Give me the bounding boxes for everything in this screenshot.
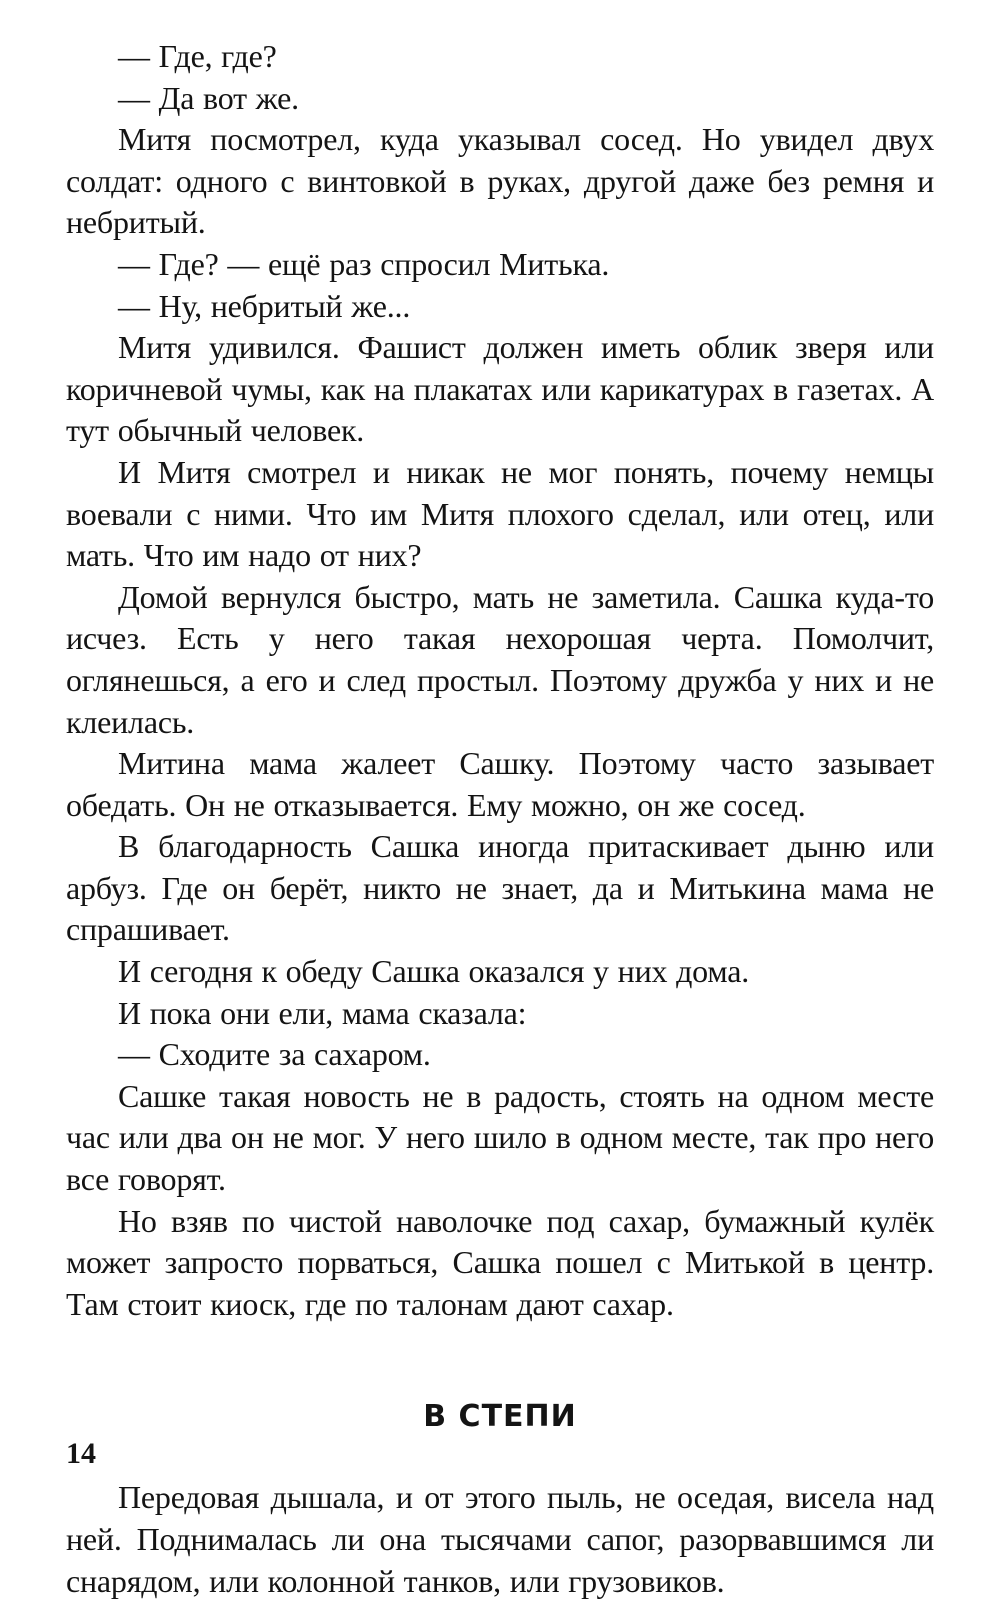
book-page [66,36,934,1602]
paragraph: — Сходите за сахаром. [118,1036,431,1073]
paragraph: — Где? — ещё раз спросил Митька. [118,245,610,282]
paragraph: Но взяв по чистой наволочке под сахар, бумажный кулёк может запросто порваться, Сашка пошел с Митькой в центр. Там стоит киоск, где по талонам дают сахар. [66,1202,934,1322]
paragraph: Сашке такая новость не в радость, стоять на одном месте час или два он не мог. У него шило в одном месте, так про него все говорят. [66,1077,934,1198]
paragraph: — Ну, небритый же... [118,287,411,324]
paragraph: И Митя смотрел и никак не мог понять, почему немцы воевали с ними. Что им Митя плохого сделал, или отец, или мать. Что им надо от них? [66,453,934,574]
story-text-bottom [66,1477,934,1602]
paragraph: Митя удивился. Фашист должен иметь облик зверя или коричневой чумы, как на плакатах или карикатурах в газетах. А тут обычный человек. [66,329,934,449]
paragraph: — Да вот же. [118,79,299,116]
story-text-top [66,36,934,1325]
paragraph: — Где, где? [118,38,277,74]
paragraph: В благодарность Сашка иногда притаскивает дыню или арбуз. Где он берёт, никто не знает, да и Митькина мама не спрашивает. [66,828,934,948]
paragraph: И пока они ели, мама сказала: [118,994,527,1031]
page-number: 14 [66,1437,96,1470]
paragraph: Передовая дышала, и от этого пыль, не оседая, висела над ней. Поднималась ли она тысячами сапог, разорвавшимся ли снарядом, или колонной танков, или грузовиков. [66,1479,934,1599]
paragraph: И сегодня к обеду Сашка оказался у них дома. [118,953,749,990]
paragraph: Домой вернулся быстро, мать не заметила. Сашка куда-то исчез. Есть у него такая нехорошая черта. Помолчит, оглянешься, а его и след простыл. Поэтому дружба у них и не клеилась. [66,578,934,740]
paragraph: Митя посмотрел, куда указывал сосед. Но увидел двух солдат: одного с винтовкой в руках, другой даже без ремня и небритый. [66,121,934,241]
section-heading: В СТЕПИ [423,1399,577,1435]
paragraph: Митина мама жалеет Сашку. Поэтому часто зазывает обедать. Он не отказывается. Ему можно, он же сосед. [66,745,934,823]
